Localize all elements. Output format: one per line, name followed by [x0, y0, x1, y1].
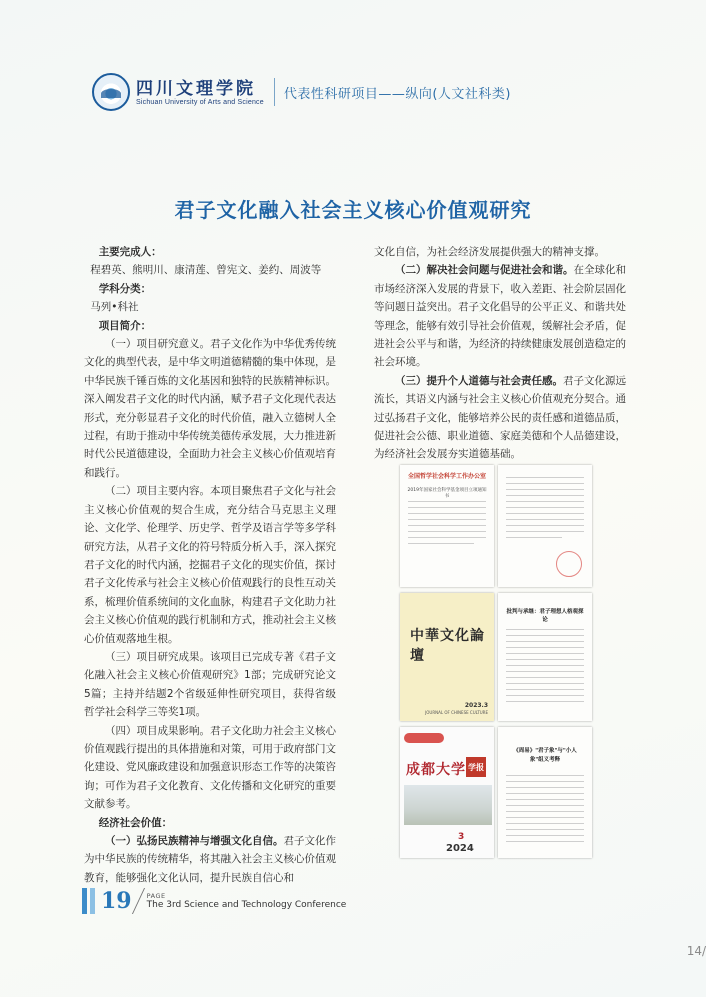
econ-value-label: 经济社会价值：: [98, 816, 173, 829]
page-number: 19: [101, 888, 132, 914]
footer-text: [147, 892, 347, 910]
page-label: PAGE: [146, 892, 166, 900]
econ-paragraph-1: [84, 832, 336, 887]
paragraph-significance: （一）项目研究意义。君子文化作为中华优秀传统文化的典型代表，是中华文明道德精髓的集中体现，是中华民族千锤百炼的文化基因和独特的民族精神标识。深入阐发君子文化的时代内涵，赋予君子文化现代表达形式，充分彰显君子文化的时代价值，融入立德树人全过程，有助于推动中华传统美德传承发展，大力推进新时代公民道德建设，全面助力社会主义核心价值观培育和践行。: [84, 338, 336, 479]
approval-notice-page-2-image: [498, 465, 592, 587]
approval-notice-image: [400, 465, 494, 587]
university-journal-tag: 学报: [466, 757, 486, 777]
left-column: [84, 243, 336, 887]
university-journal-year: 2024: [446, 843, 474, 854]
notice-heading: 全国哲学社会科学工作办公室: [407, 473, 486, 480]
footer-slash-divider: [132, 888, 145, 914]
journal-title: 中華文化論壇: [410, 628, 485, 664]
econ-body-3: 君子文化源远流长，其语义内涵与社会主义核心价值观充分契合。通过弘扬君子文化，能够培养公民的责任感和道德品质，促进社会公德、职业道德、家庭美德和个人品德建设，为经济社会发展夯实道德基础。: [374, 374, 626, 461]
econ-heading-1: （一）弘扬民族精神与增强文化自信。: [105, 835, 284, 847]
econ-paragraph-2: [374, 261, 626, 371]
university-journal-number: 3: [458, 832, 465, 842]
university-journal-article-image: [498, 727, 592, 858]
paragraph-impact: （四）项目成果影响。君子文化助力社会主义核心价值观践行提出的具体措施和对策，可用于政府部门文化建设、党风廉政建设和加强意识形态工作等的决策咨询；可作为君子文化教育、文化传播和文化研究的重要文献参考。: [84, 724, 336, 811]
journal-cover-image: [400, 593, 494, 721]
econ-body-1: 君子文化作为中华民族的传统精华，将其融入社会主义核心价值观教育，能够强化文化认同，提升民族自信心和: [84, 835, 336, 884]
journal-english-name: JOURNAL OF CHINESE CULTURE: [425, 710, 488, 715]
econ-body-2: 在全球化和市场经济深入发展的背景下，收入差距、社会阶层固化等问题日益突出。君子文化倡导的公平正义、和谐共处等理念，能够有效引导社会价值观，缓解社会矛盾，促进社会公平与和谐，为经济的持续健康发展创造稳定的社会环境。: [374, 264, 626, 369]
header-divider: [274, 78, 275, 106]
conference-name: The 3rd Science and Technology Conference: [146, 900, 347, 910]
discipline: 马列•科社: [90, 301, 139, 314]
econ-heading-2: （二）解决社会问题与促进社会和谐。: [395, 264, 574, 277]
discipline-label: 学科分类：: [98, 282, 152, 295]
notice-subheading: 2019年国家社会科学基金项目立项通知书: [407, 488, 487, 499]
campus-photo: [404, 785, 492, 825]
econ-paragraph-1-continued: 文化自信，为社会经济发展提供强大的精神支撑。: [374, 246, 605, 258]
university-journal-article-title: 《周易》"君子象"与"小人象"组义考释: [513, 748, 577, 763]
econ-paragraph-3: [374, 372, 626, 464]
journal-article-image: [498, 593, 592, 721]
university-journal-cover-image: [400, 727, 494, 858]
main-authors: 程碧英、熊明川、康清莲、曾宪文、姜约、周波等: [90, 264, 322, 277]
university-logo-icon: [92, 73, 130, 111]
page-footer: [82, 886, 346, 916]
paragraph-content: （二）项目主要内容。本项目聚焦君子文化与社会主义核心价值观的契合生成，充分结合马克思主义理论、文化学、伦理学、历史学、哲学及语言学等多学科研究方法，从君子文化的符号特质分析入手，深入探究君子文化的时代内涵，挖掘君子文化的现实价值，探讨君子文化传承与社会主义核心价值观践行的良性互动关系，梳理价值系统间的文化血脉，构建君子文化助力社会主义核心价值观的践行机制和方式，推动社会主义核心价值观落地生根。: [84, 485, 336, 645]
official-seal-icon: [556, 551, 582, 577]
corner-page-number: 14/: [686, 944, 706, 958]
intro-label: 项目简介：: [98, 319, 152, 332]
paragraph-results: （三）项目研究成果。该项目已完成专著《君子文化融入社会主义核心价值观研究》1部；完成研究论文5篇；主持并结题2个省级延伸性研究项目，获得省级哲学社会科学三等奖1项。: [84, 650, 336, 719]
university-logo-text: [136, 79, 264, 106]
university-journal-title: 成都大学: [406, 762, 466, 778]
econ-heading-3: （三）提升个人道德与社会责任感。: [395, 374, 563, 387]
right-column: [374, 243, 626, 464]
university-name-en: Sichuan University of Arts and Science: [136, 98, 264, 106]
page-header: [92, 72, 511, 112]
journal-badge-icon: [404, 733, 444, 743]
journal-article-title: 批判与承继：君子理想人格观探论: [506, 609, 584, 623]
university-name-cn: 四川文理学院: [136, 78, 256, 99]
section-title: 代表性科研项目——纵向(人文社科类): [283, 86, 511, 102]
footer-bar-light-icon: [90, 888, 95, 914]
footer-bar-icon: [82, 888, 87, 914]
article-title: 君子文化融入社会主义核心价值观研究: [174, 198, 532, 222]
main-authors-label: 主要完成人：: [98, 246, 162, 258]
research-images: [400, 465, 592, 858]
journal-issue: 2023.3: [464, 702, 488, 709]
